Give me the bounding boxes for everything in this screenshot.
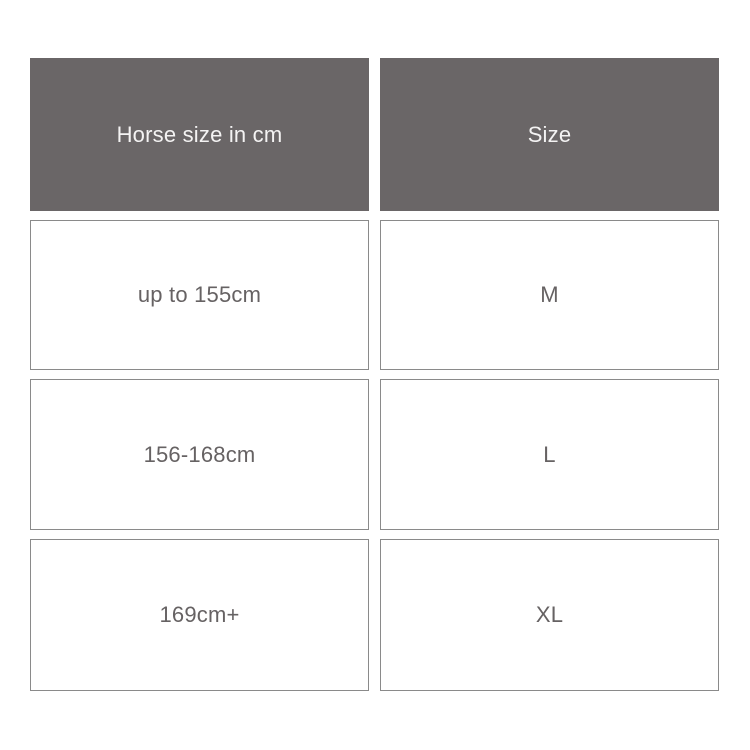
table-cell-size-row3: XL <box>380 539 719 691</box>
table-cell-size-row1: M <box>380 220 719 370</box>
table-cell-horse-size-row2: 156-168cm <box>30 379 369 530</box>
table-cell-horse-size-row3: 169cm+ <box>30 539 369 691</box>
table-cell-size-row2: L <box>380 379 719 530</box>
column-header-size: Size <box>380 58 719 211</box>
size-chart-table <box>30 58 719 691</box>
table-cell-horse-size-row1: up to 155cm <box>30 220 369 370</box>
column-header-horse-size: Horse size in cm <box>30 58 369 211</box>
